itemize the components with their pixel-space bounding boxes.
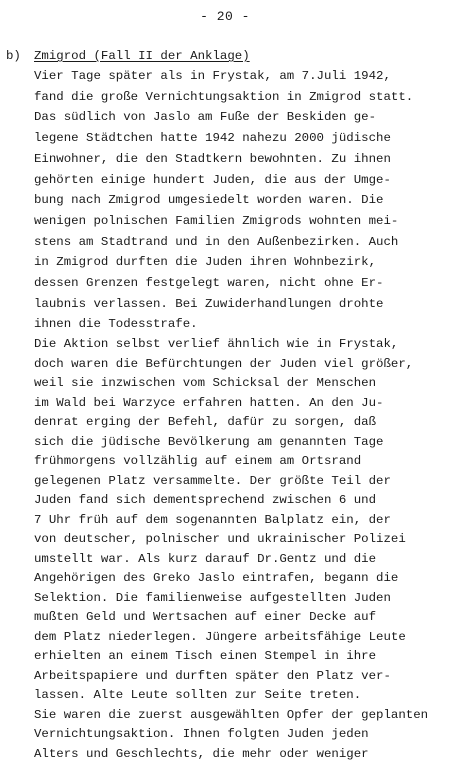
paragraph2-line: von deutscher, polnischer und ukrainischer Polizei — [34, 532, 406, 546]
paragraph2-line: weil sie inzwischen vom Schicksal der Menschen — [34, 376, 377, 390]
paragraph2-line: Arbeitspapiere und durften später den Platz ver- — [34, 668, 391, 683]
paragraph2-line: Die Aktion selbst verlief ähnlich wie in Frystak, — [34, 337, 399, 351]
paragraph1-line: wenigen polnischen Familien Zmigrods wohnten mei- — [34, 213, 399, 228]
paragraph2-line: erhielten an einem Tisch einen Stempel in ihre — [34, 649, 377, 663]
paragraph1-line: fand die große Vernichtungsaktion in Zmigrod statt. — [34, 89, 414, 104]
paragraph1-line: in Zmigrod durften die Juden ihren Wohnbezirk, — [34, 255, 377, 270]
paragraph2-line: denrat erging der Befehl, dafür zu sorgen, daß — [34, 415, 377, 429]
page-number: - 20 - — [200, 9, 250, 24]
paragraph2-line: mußten Geld und Wertsachen auf einer Decke auf — [34, 610, 377, 624]
paragraph2-line: sich die jüdische Bevölkerung am genannten Tage — [34, 434, 384, 449]
paragraph1-line: bung nach Zmigrod umgesiedelt worden waren. Die — [34, 193, 384, 208]
paragraph2-line: frühmorgens vollzählig auf einem am Ortsrand — [34, 454, 362, 468]
paragraph1-line: ihnen die Todesstrafe. — [34, 317, 198, 332]
paragraph1-line: Einwohner, die den Stadtkern bewohnten. Zu ihnen — [34, 151, 391, 166]
paragraph1-line: legene Städtchen hatte 1942 nahezu 2000 jüdische — [34, 131, 391, 146]
paragraph2-line: Angehörigen des Greko Jaslo eintrafen, begann die — [34, 571, 399, 585]
paragraph1-line: dessen Grenzen festgelegt waren, nicht ohne Er- — [34, 276, 384, 290]
paragraph2-line: umstellt war. Als kurz darauf Dr.Gentz und die — [34, 551, 377, 566]
paragraph1-line: gehörten einige hundert Juden, die aus der Umge- — [34, 172, 391, 187]
paragraph2-line: Alters und Geschlechts, die mehr oder weniger — [34, 746, 369, 761]
paragraph2-line: lassen. Alte Leute sollten zur Seite treten. — [34, 688, 362, 702]
paragraph2-line: gelegenen Platz versammelte. Der größte Teil der — [34, 473, 391, 488]
paragraph1-line: stens am Stadtrand und in den Außenbezirken. Auch — [34, 234, 399, 249]
paragraph2-line: 7 Uhr früh auf dem sogenannten Balplatz ein, der — [34, 512, 391, 527]
paragraph2-line: doch waren die Befürchtungen der Juden viel größer, — [34, 356, 414, 371]
paragraph2-line: Sie waren die zuerst ausgewählten Opfer der geplanten — [34, 707, 429, 722]
paragraph1-line: Vier Tage später als in Frystak, am 7.Juli 1942, — [34, 69, 391, 83]
paragraph2-line: dem Platz niederlegen. Jüngere arbeitsfähige Leute — [34, 629, 406, 644]
paragraph2-line: Selektion. Die familienweise aufgestellten Juden — [34, 590, 391, 605]
paragraph1-line: Das südlich von Jaslo am Fuße der Beskiden ge- — [34, 110, 377, 125]
section-heading: Zmigrod (Fall II der Anklage) — [34, 49, 250, 63]
paragraph1-line: laubnis verlassen. Bei Zuwiderhandlungen drohte — [34, 296, 384, 311]
paragraph2-line: Vernichtungsaktion. Ihnen folgten Juden jeden — [34, 727, 369, 741]
paragraph2-line: im Wald bei Warzyce erfahren hatten. An den Ju- — [34, 395, 384, 410]
paragraph2-line: Juden fand sich dementsprechend zwischen 6 und — [34, 493, 377, 507]
section-label: b) — [6, 49, 21, 63]
